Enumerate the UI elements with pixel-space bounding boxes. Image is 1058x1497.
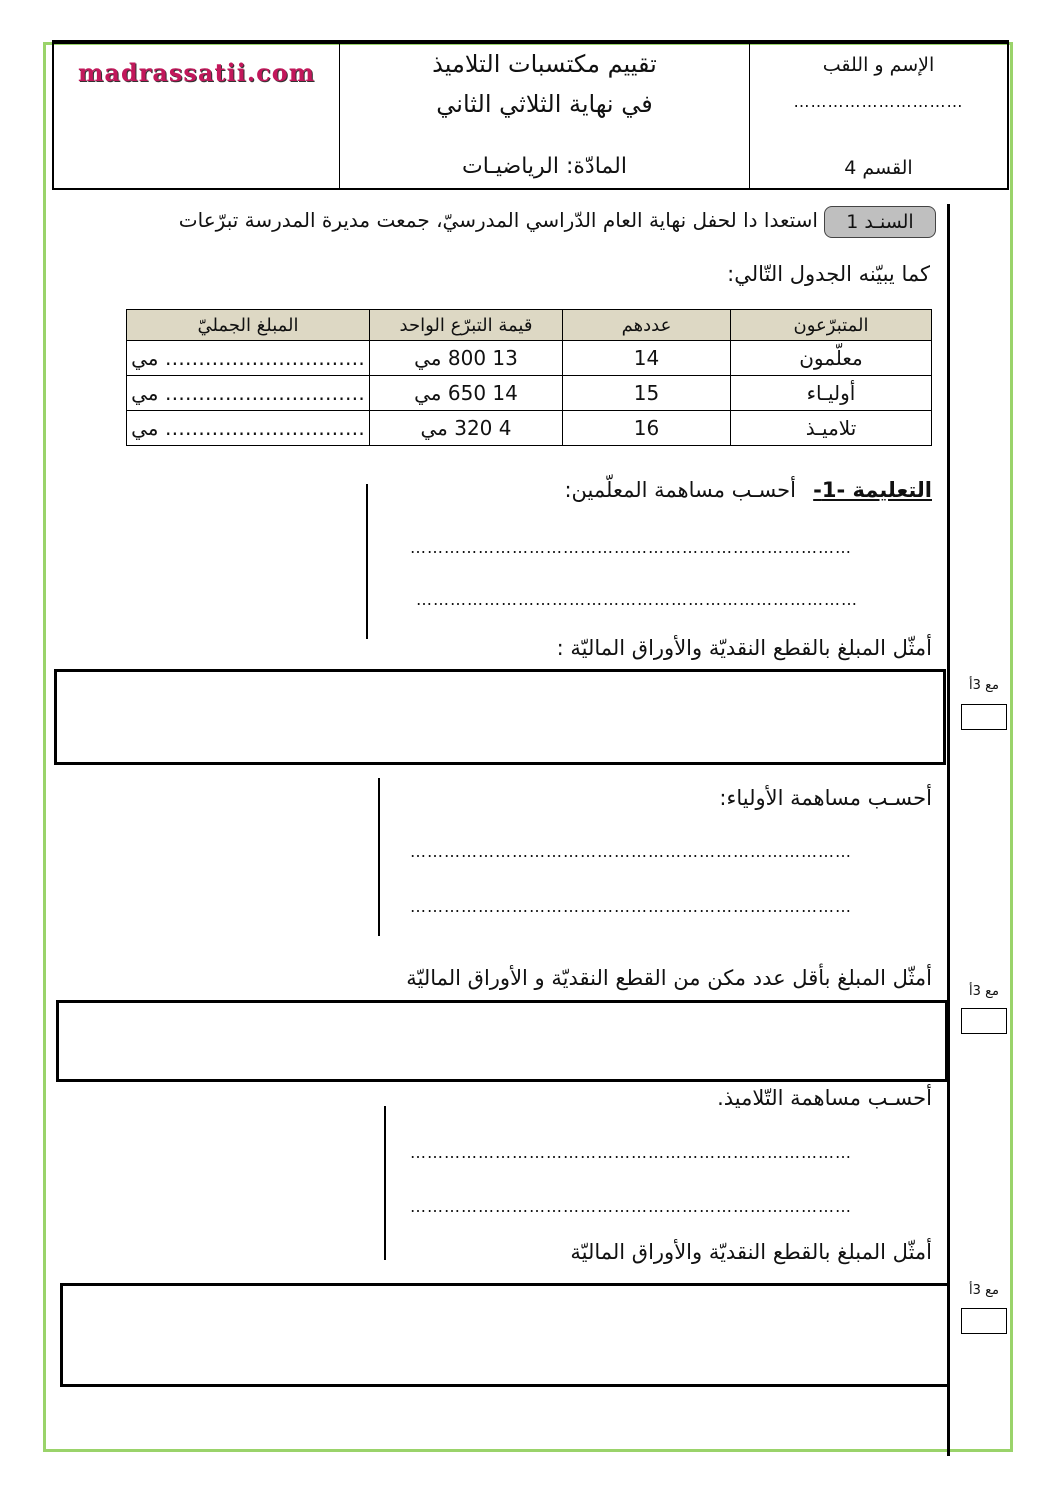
student-info-cell	[749, 44, 1007, 188]
work-divider	[378, 778, 380, 936]
represent-pupils: أمثّل المبلغ بالقطع النقديّة والأوراق الماليّة	[570, 1240, 932, 1264]
exam-header	[52, 40, 1009, 190]
cell-donor: معلّمون	[731, 341, 932, 376]
represent-parents: أمثّل المبلغ بأقل عدد مكن من القطع النقديّة و الأوراق الماليّة	[406, 966, 932, 990]
subject-label: المادّة: الرياضيـات	[462, 154, 627, 179]
answer-line[interactable]: ……………………………………………………………………	[410, 842, 852, 861]
col-total: المبلغ الجمليّ	[127, 310, 370, 341]
name-label: الإسم و اللقب	[822, 54, 935, 76]
answer-line[interactable]: ……………………………………………………………………	[410, 897, 852, 916]
name-field[interactable]: …………………………	[793, 92, 964, 111]
cell-unit-value: 14 650 مي	[370, 376, 563, 411]
answer-box-teachers[interactable]	[54, 669, 946, 765]
answer-line[interactable]: ……………………………………………………………………	[410, 1143, 852, 1162]
task-pupils: أحسـب مساهمة التّلاميذ.	[717, 1086, 932, 1110]
table-row	[127, 411, 932, 446]
cell-total[interactable]: ………………………… مي	[127, 376, 370, 411]
answer-box-pupils[interactable]	[60, 1283, 950, 1387]
answer-line[interactable]: ……………………………………………………………………	[410, 1197, 852, 1216]
mark-label: مع 3أ	[969, 1283, 999, 1298]
work-divider	[384, 1106, 386, 1260]
mark-box[interactable]	[961, 704, 1007, 730]
exam-title: تقييم مكتسبات التلاميذ	[432, 50, 657, 78]
cell-unit-value: 4 320 مي	[370, 411, 563, 446]
support-badge: السنـد 1	[824, 206, 936, 238]
support-text-line1: استعدا دا لحفل نهاية العام الدّراسي المدرسيّ، جمعت مديرة المدرسة تبرّعات	[178, 208, 818, 232]
task-parents: أحسـب مساهمة الأولياء:	[719, 786, 932, 810]
cell-total[interactable]: ………………………… مي	[127, 411, 370, 446]
cell-donor: أوليـاء	[731, 376, 932, 411]
cell-donor: تلاميـذ	[731, 411, 932, 446]
margin-line	[947, 204, 950, 1456]
support-text-line2: كما يبيّنه الجدول التّالي:	[727, 262, 930, 286]
work-divider	[366, 484, 368, 639]
mark-label: مع 3أ	[969, 984, 999, 999]
mark-box[interactable]	[961, 1308, 1007, 1334]
col-donors: المتبرّعون	[731, 310, 932, 341]
represent-teachers: أمثّل المبلغ بالقطع النقديّة والأوراق الماليّة :	[556, 636, 932, 660]
answer-line[interactable]: ……………………………………………………………………	[410, 538, 852, 557]
col-count: عددهم	[563, 310, 731, 341]
logo-cell	[54, 44, 339, 188]
col-unit-value: قيمة التبرّع الواحد	[370, 310, 563, 341]
task-teachers: أحسـب مساهمة المعلّمين:	[564, 478, 796, 502]
exam-subtitle: في نهاية الثلاثي الثاني	[436, 90, 653, 118]
cell-unit-value: 13 800 مي	[370, 341, 563, 376]
instruction-label: التعليمة -1-	[813, 478, 932, 502]
table-row	[127, 376, 932, 411]
cell-count: 15	[563, 376, 731, 411]
site-logo: madrassatii.com	[78, 58, 316, 87]
donations-table	[126, 309, 932, 446]
mark-box[interactable]	[961, 1008, 1007, 1034]
cell-total[interactable]: ………………………… مي	[127, 341, 370, 376]
mark-label: مع 3أ	[969, 678, 999, 693]
cell-count: 16	[563, 411, 731, 446]
answer-box-parents[interactable]	[56, 1000, 948, 1082]
answer-line[interactable]: ……………………………………………………………………	[416, 590, 858, 609]
title-cell	[339, 44, 749, 188]
table-header-row	[127, 310, 932, 341]
table-row	[127, 341, 932, 376]
cell-count: 14	[563, 341, 731, 376]
class-label: القسم 4	[844, 157, 913, 179]
